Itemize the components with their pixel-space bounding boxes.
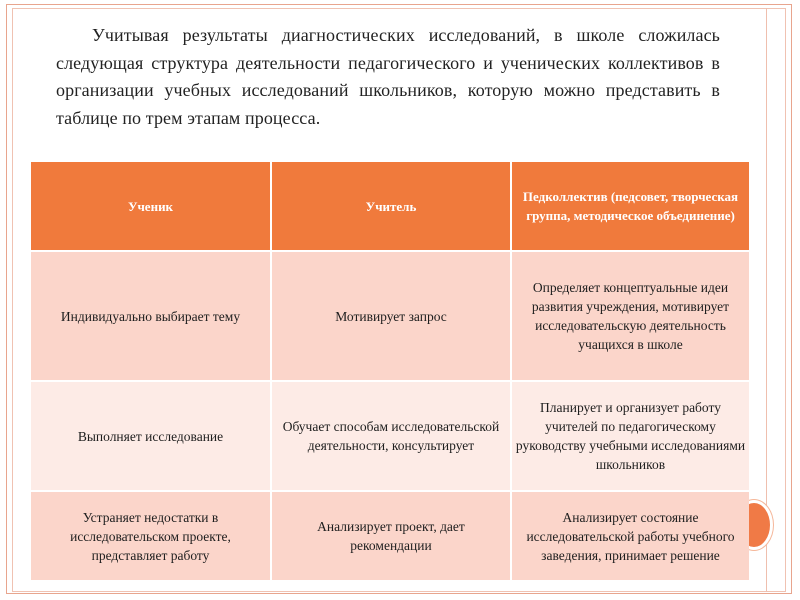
intro-paragraph: Учитывая результаты диагностических исследований, в школе сложилась следующая структура деятельности педагогического и ученических коллективов в организации учебных исследований школьников, которую можно представить в таблице по трем этапам процесса. <box>56 25 720 128</box>
table-cell: Устраняет недостатки в исследовательском проекте, представляет работу <box>31 491 271 581</box>
header-teacher: Учитель <box>271 162 511 251</box>
table-cell: Выполняет исследование <box>31 381 271 491</box>
header-student: Ученик <box>31 162 271 251</box>
table-cell: Индивидуально выбирает тему <box>31 251 271 381</box>
header-staff: Педколлектив (педсовет, творческая группа, методическое объединение) <box>511 162 749 251</box>
table-row <box>31 251 749 381</box>
table-cell: Определяет концептуальные идеи развития учреждения, мотивирует исследовательскую деятельность учащихся в школе <box>511 251 749 381</box>
table-cell: Анализирует проект, дает рекомендации <box>271 491 511 581</box>
table-row <box>31 381 749 491</box>
structure-table <box>31 162 749 582</box>
table-cell: Обучает способам исследовательской деятельности, консультирует <box>271 381 511 491</box>
table-cell: Анализирует состояние исследовательской работы учебного заведения, принимает решение <box>511 491 749 581</box>
table-header-row <box>31 162 749 251</box>
slide-frame-right-line <box>766 8 767 592</box>
table-cell: Мотивирует запрос <box>271 251 511 381</box>
table-cell: Планирует и организует работу учителей по педагогическому руководству учебными исследованиями школьников <box>511 381 749 491</box>
table-row <box>31 491 749 581</box>
